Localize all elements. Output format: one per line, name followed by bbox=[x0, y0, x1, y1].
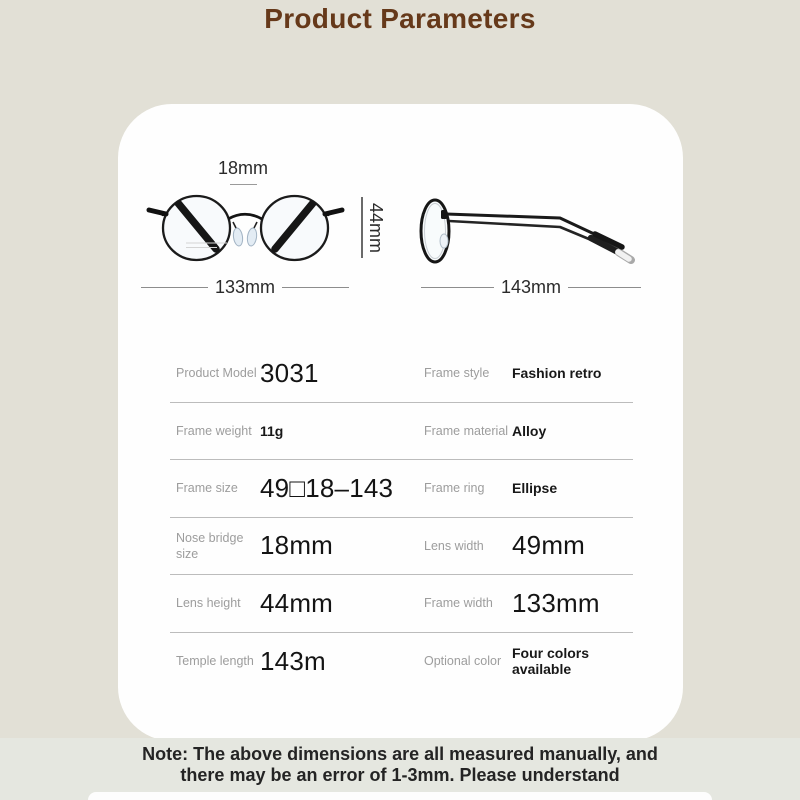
spec-table bbox=[170, 345, 633, 690]
spec-label-lens-width: Lens width bbox=[424, 538, 484, 553]
side-hinge bbox=[441, 210, 447, 219]
dimension-rule-right bbox=[568, 287, 641, 288]
bridge bbox=[228, 214, 262, 219]
note-text-line2: there may be an error of 1-3mm. Please understand bbox=[180, 765, 620, 785]
spec-value-frame-width: 133mm bbox=[512, 587, 600, 618]
temple-length-dimension bbox=[421, 277, 641, 298]
next-section-strip bbox=[88, 792, 712, 800]
spec-value-frame-style: Fashion retro bbox=[512, 365, 602, 382]
spec-value-temple-length: 143m bbox=[260, 645, 326, 676]
table-row bbox=[170, 403, 633, 461]
spec-value-frame-ring: Ellipse bbox=[512, 480, 558, 497]
spec-label-nose-bridge-size: Nose bridge size bbox=[176, 530, 244, 561]
spec-label-frame-size: Frame size bbox=[176, 481, 238, 496]
table-row bbox=[170, 460, 633, 518]
glasses-side-view-illustration bbox=[413, 188, 648, 270]
spec-label-product-model: Product Model bbox=[176, 366, 257, 381]
dimension-rule-right bbox=[282, 287, 349, 288]
spec-value-optional-color: Four colors available bbox=[512, 645, 590, 678]
lens-height-dimension: 44mm bbox=[366, 202, 386, 253]
nose-pads bbox=[232, 222, 257, 247]
frame-width-dimension-label: 133mm bbox=[214, 277, 276, 297]
glasses-front-view-illustration bbox=[138, 186, 353, 268]
spec-value-frame-material: Alloy bbox=[512, 422, 547, 439]
spec-value-lens-height: 44mm bbox=[260, 587, 334, 618]
spec-value-frame-size: 49□18–143 bbox=[260, 472, 394, 503]
table-row bbox=[170, 575, 633, 633]
table-row bbox=[170, 518, 633, 576]
table-row bbox=[170, 633, 633, 691]
spec-label-frame-style: Frame style bbox=[424, 366, 490, 381]
temple-length-dimension-label: 143mm bbox=[500, 277, 562, 297]
spec-value-product-model: 3031 bbox=[260, 357, 319, 388]
spec-value-nose-bridge-size: 18mm bbox=[260, 530, 334, 561]
spec-label-lens-height: Lens height bbox=[176, 596, 241, 611]
spec-label-optional-color: Optional color bbox=[424, 654, 502, 669]
dimension-rule-left bbox=[141, 287, 208, 288]
table-row bbox=[170, 345, 633, 403]
bridge-dimension-line bbox=[230, 184, 257, 185]
spec-value-frame-weight: 11g bbox=[260, 422, 284, 439]
dimension-rule-left bbox=[421, 287, 494, 288]
lens-height-dimension-line bbox=[361, 197, 363, 258]
spec-value-lens-width: 49mm bbox=[512, 530, 586, 561]
spec-label-frame-weight: Frame weight bbox=[176, 423, 252, 438]
spec-label-frame-material: Frame material bbox=[424, 423, 509, 438]
note-band bbox=[0, 738, 800, 800]
side-nose-pad bbox=[440, 234, 448, 248]
front-lenses bbox=[163, 196, 328, 260]
page-title: Product Parameters bbox=[264, 3, 536, 34]
side-lens bbox=[421, 200, 449, 262]
spec-label-temple-length: Temple length bbox=[176, 654, 254, 669]
spec-label-frame-ring: Frame ring bbox=[424, 481, 485, 496]
note-text-line1: Note: The above dimensions are all measured manually, and bbox=[142, 744, 658, 764]
bridge-width-dimension: 18mm bbox=[217, 158, 268, 178]
spec-label-frame-width: Frame width bbox=[424, 596, 493, 611]
frame-width-dimension bbox=[141, 277, 349, 298]
